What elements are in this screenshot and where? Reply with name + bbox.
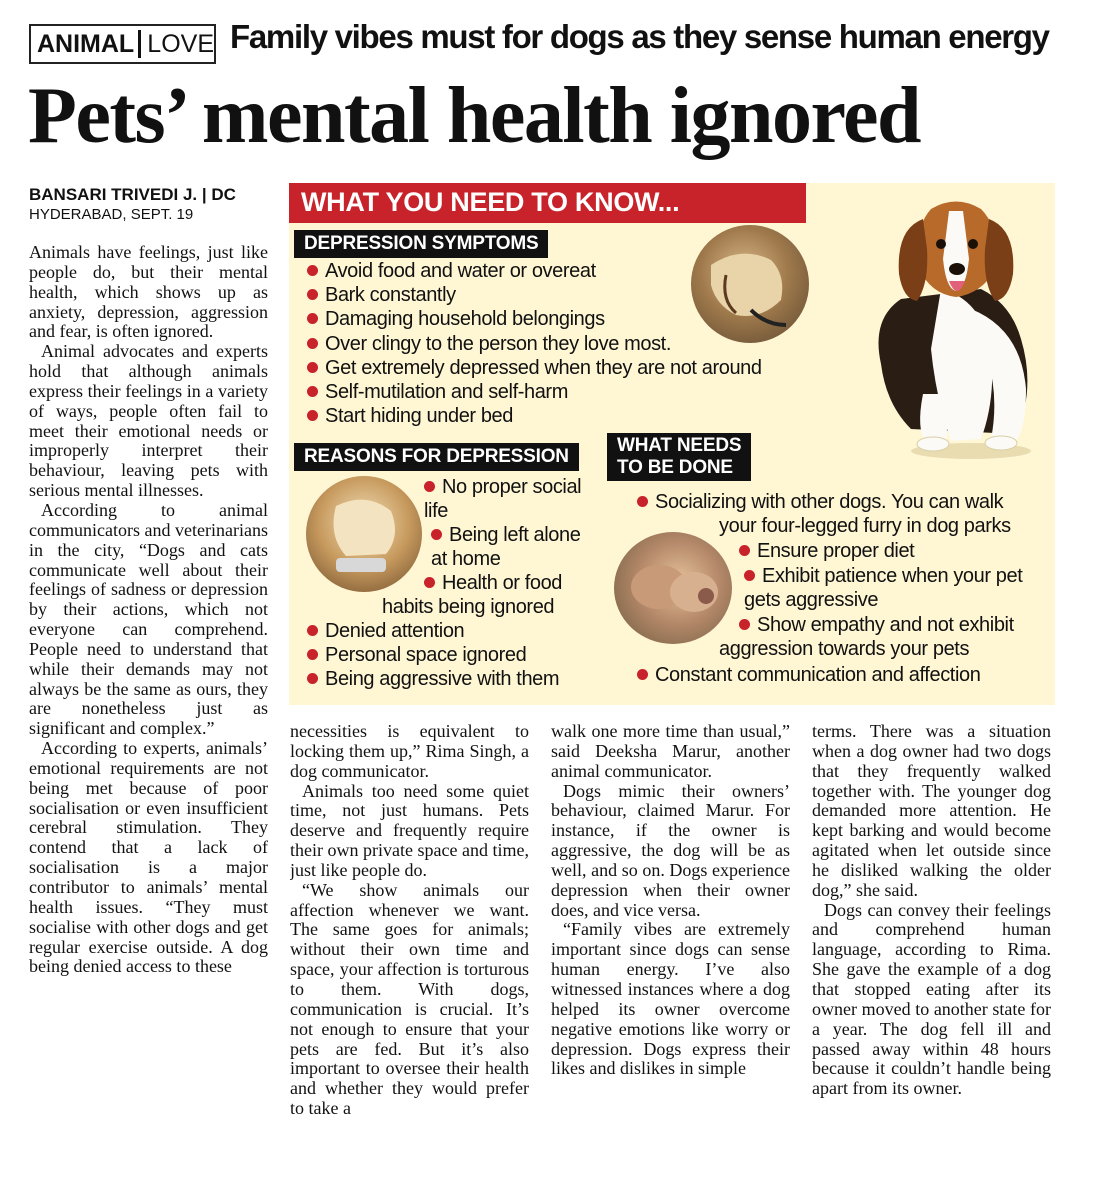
reasons-list	[307, 619, 559, 692]
list-item-text: Health or food	[442, 572, 563, 594]
bullet-icon	[424, 577, 435, 588]
paragraph: “Family vibes are extremely important since dogs can sense human energy. I’ve also witnessed instances where a dog helped its owner overcome negative emotions like worry or depression. Dogs express their likes and dislikes in simple	[551, 919, 790, 1079]
byline: BANSARI TRIVEDI J. | DC	[29, 185, 236, 204]
paragraph: Animals too need some quiet time, not just humans. Pets deserve and frequently require their own private space and time, just like people do.	[290, 780, 529, 880]
list-item-text: Damaging household belongings	[325, 308, 605, 331]
list-item	[307, 380, 762, 404]
todo-item-4	[739, 613, 1014, 637]
paragraph: According to animal communicators and veterinarians in the city, “Dogs and cats communicate well about their feelings of sadness or depression by their actions, which not everyone can comprehend. People need to understand that while their demands may not always be the same as ours, they are nonetheless just as significant and complex.”	[29, 499, 268, 739]
kicker-divider	[138, 30, 141, 58]
list-item-text: Being left alone	[449, 524, 581, 546]
reasons-heading: REASONS FOR DEPRESSION	[294, 443, 579, 471]
paragraph: Dogs mimic their owners’ behaviour, claimed Marur. For instance, if the owner is aggressive, the dog will be as well, and so on. Dogs experience depression when their owner does, and vice versa.	[551, 780, 790, 920]
todo-heading-line-1: WHAT NEEDS	[617, 435, 742, 456]
bullet-icon	[307, 649, 318, 660]
reason-wrapped-3	[424, 571, 562, 595]
bullet-icon	[744, 570, 755, 581]
reason-wrapped-2	[431, 523, 580, 547]
headline: Pets’ mental health ignored	[28, 72, 920, 160]
list-item-text: Constant communication and affection	[655, 664, 981, 686]
dogs-playing-icon	[614, 532, 732, 644]
bullet-icon	[739, 545, 750, 556]
paragraph: necessities is equivalent to locking them up,” Rima Singh, a dog communicator.	[290, 722, 529, 781]
kicker-love: LOVE	[147, 29, 214, 58]
list-item-text: Denied attention	[325, 620, 465, 642]
list-item-text: your four-legged furry in dog parks	[719, 515, 1011, 538]
infographic	[289, 183, 1055, 705]
paragraph: According to experts, animals’ emotional requirements are not being met because of poor socialisation or even insufficient cerebral stimulation. They contend that a lack of socialisation is a major contributor to animals’ mental health issues. “They must socialise with other dogs and get regular exercise outside. A dog being denied access to these	[29, 738, 268, 977]
strapline: Family vibes must for dogs as they sense human energy	[230, 18, 1049, 55]
list-item	[307, 307, 762, 331]
sad-dog-icon	[306, 476, 422, 592]
list-item-text: Being aggressive with them	[325, 668, 560, 691]
bullet-icon	[307, 338, 318, 349]
todo-heading-line-2: TO BE DONE	[617, 457, 733, 478]
infographic-banner	[289, 183, 806, 223]
todo-item-2	[739, 539, 914, 563]
bullet-icon	[424, 481, 435, 492]
bullet-icon	[307, 673, 318, 684]
list-item-text: Get extremely depressed when they are not around	[325, 356, 762, 379]
article-column-4	[812, 722, 1051, 1183]
article-column-3	[551, 722, 790, 1183]
todo-item-4b: aggression towards your pets	[719, 638, 970, 660]
list-item-text: life	[424, 500, 448, 523]
paragraph: terms. There was a situation when a dog owner had two dogs that they frequently walked together with. The younger dog demanded more attention. He kept barking and would become agitated when let outside since he disliked walking the older dog,” she said.	[812, 722, 1051, 900]
reason-wrapped-1	[424, 475, 581, 523]
howling-dog-photo	[691, 225, 809, 343]
section-kicker	[29, 24, 216, 64]
todo-item-3	[744, 564, 1022, 588]
bullet-icon	[307, 265, 318, 276]
bullet-icon	[431, 529, 442, 540]
list-item-text: Bark constantly	[325, 284, 456, 307]
infographic-banner-title: WHAT YOU NEED TO KNOW...	[301, 187, 680, 217]
list-item	[307, 643, 559, 667]
paragraph: Dogs can convey their feelings and comprehend human language, according to Rima. She gave the example of a dog that stopped eating after its owner moved to another state for a year. The dog fell ill and passed away within 48 hours because it couldn’t handle being apart from its owner.	[812, 899, 1051, 1099]
symptoms-heading: DEPRESSION SYMPTOMS	[294, 230, 548, 258]
list-item-text: No proper social	[442, 476, 582, 498]
bullet-icon	[307, 386, 318, 397]
list-item-text: Show empathy and not exhibit	[757, 614, 1014, 636]
bullet-icon	[307, 289, 318, 300]
article-column-2	[290, 722, 529, 1183]
beagle-illustration	[831, 189, 1051, 461]
article-column-1	[29, 243, 268, 1183]
list-item-text: Avoid food and water or overeat	[325, 260, 596, 282]
dateline: HYDERABAD, SEPT. 19	[29, 206, 194, 223]
list-item	[307, 332, 762, 356]
bullet-icon	[307, 362, 318, 373]
list-item-text: Personal space ignored	[325, 644, 527, 667]
list-item	[307, 356, 762, 380]
list-item-text: Socializing with other dogs. You can walk	[655, 491, 1004, 513]
list-item	[307, 667, 559, 691]
list-item-text: Start hiding under bed	[325, 405, 514, 428]
bullet-icon	[637, 496, 648, 507]
list-item	[307, 404, 762, 428]
bullet-icon	[739, 619, 750, 630]
dogs-playing-photo	[614, 532, 732, 644]
list-item-text: Ensure proper diet	[757, 540, 915, 562]
paragraph: walk one more time than usual,” said Deeksha Marur, another animal communicator.	[551, 722, 790, 781]
todo-item-3b: gets aggressive	[744, 589, 879, 611]
bullet-icon	[307, 313, 318, 324]
kicker-animal: ANIMAL	[37, 29, 135, 58]
sad-dog-photo	[306, 476, 422, 592]
todo-heading	[607, 433, 751, 481]
reason-wrapped-3b: habits being ignored	[382, 596, 555, 618]
paragraph: Animals have feelings, just like people do, but their mental health, which shows up as anxiety, depression, aggression and fear, is often ignored.	[29, 243, 268, 342]
list-item-text: Self-mutilation and self-harm	[325, 381, 568, 404]
howling-dog-icon	[691, 225, 809, 343]
list-item-text: Exhibit patience when your pet	[762, 565, 1023, 587]
todo-item-5	[637, 663, 980, 687]
list-item	[307, 619, 559, 643]
todo-item-1	[637, 490, 1011, 538]
paragraph: Animal advocates and experts hold that although animals express their feelings in a variety of ways, people often fail to meet their emotional needs or improperly interpret their behaviour, leaving pets with serious mental illnesses.	[29, 341, 268, 501]
bullet-icon	[307, 625, 318, 636]
bullet-icon	[637, 669, 648, 680]
paragraph: “We show animals our affection whenever we want. The same goes for animals; without their own time and space, your affection is torturous to them. With dogs, communication is crucial. It’s not enough to ensure that your pets are fed. But it’s also important to oversee their health and whether they would prefer to take a	[290, 879, 529, 1119]
bullet-icon	[307, 410, 318, 421]
list-item-text: Over clingy to the person they love most.	[325, 332, 671, 355]
reason-wrapped-2b: at home	[431, 548, 501, 570]
